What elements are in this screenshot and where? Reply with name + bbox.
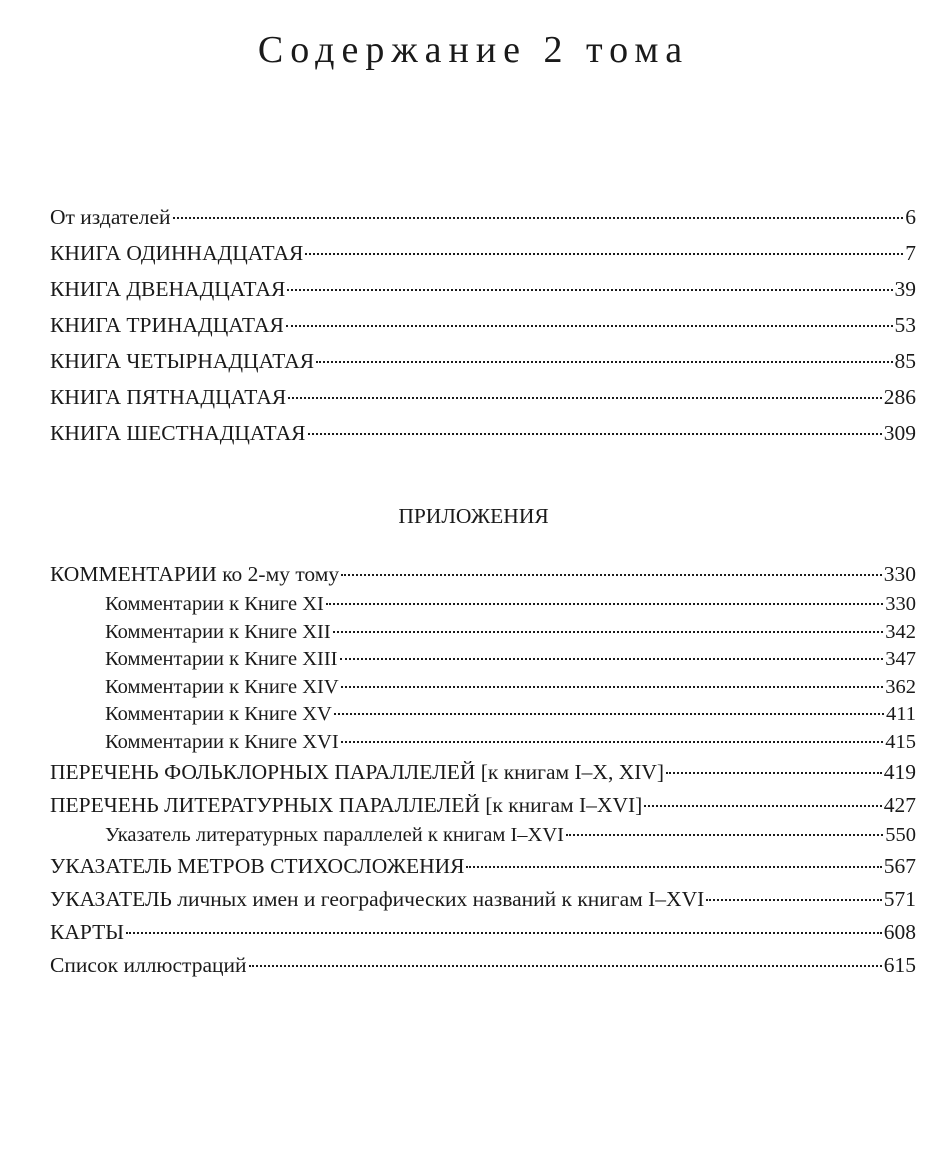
toc-entry-page: 411	[886, 703, 916, 725]
appendix-heading: ПРИЛОЖЕНИЯ	[398, 504, 549, 528]
dot-leader	[173, 217, 904, 219]
toc-entry[interactable]	[50, 949, 916, 982]
dot-leader	[326, 603, 883, 605]
toc-subentry[interactable]	[50, 729, 916, 757]
toc-entry-label: КНИГА ШЕСТНАДЦАТАЯ	[50, 421, 306, 445]
toc-subentry[interactable]	[50, 619, 916, 647]
toc-entry[interactable]	[50, 307, 916, 343]
dot-leader	[334, 713, 884, 715]
toc-entry-label: Комментарии к Книге XVI	[105, 730, 339, 753]
dot-leader	[316, 361, 892, 363]
toc-entry[interactable]	[50, 916, 916, 949]
toc-entry[interactable]	[50, 235, 916, 271]
toc-entry-label: КНИГА ОДИННАДЦАТАЯ	[50, 241, 304, 265]
toc-entry-label: КОММЕНТАРИИ ко 2-му тому	[50, 562, 340, 586]
toc-entry-label: КАРТЫ	[50, 919, 124, 944]
toc-entry-page: 7	[905, 241, 916, 265]
page-title: Содержание 2 тома	[257, 29, 690, 71]
toc-subentry[interactable]	[50, 591, 916, 619]
toc-entry[interactable]	[50, 756, 916, 789]
toc-entry-page: 347	[885, 648, 916, 670]
toc-main-list	[50, 199, 916, 451]
toc-entry-page: 427	[883, 793, 916, 817]
toc-entry-page: 309	[883, 421, 916, 445]
toc-entry-label: КНИГА ПЯТНАДЦАТАЯ	[50, 385, 287, 409]
toc-subentry[interactable]	[50, 674, 916, 702]
dot-leader	[286, 325, 893, 327]
toc-entry-page: 419	[883, 760, 916, 784]
toc-entry-label: Комментарии к Книге XV	[105, 703, 332, 725]
dot-leader	[249, 965, 882, 967]
dot-leader	[466, 866, 881, 868]
toc-entry-page: 362	[885, 675, 916, 698]
toc-subentry[interactable]	[50, 822, 916, 850]
toc-entry[interactable]	[50, 199, 916, 235]
dot-leader	[340, 658, 884, 660]
toc-entry-label: ПЕРЕЧЕНЬ ФОЛЬКЛОРНЫХ ПАРАЛЛЕЛЕЙ [к книгам I–X, XIV]	[50, 760, 665, 784]
toc-entry[interactable]	[50, 271, 916, 307]
toc-entry-page: 330	[885, 593, 916, 615]
dot-leader	[666, 772, 882, 774]
toc-subentry[interactable]	[50, 646, 916, 674]
toc-entry-page: 615	[883, 952, 916, 977]
toc-entry-label: Комментарии к Книге XIV	[105, 675, 339, 698]
dot-leader	[333, 631, 884, 633]
toc-entry-label: КНИГА ДВЕНАДЦАТАЯ	[50, 277, 286, 301]
dot-leader	[308, 433, 882, 435]
toc-entry-label: Комментарии к Книге XIII	[105, 648, 338, 670]
toc-entry-page: 286	[883, 385, 916, 409]
toc-entry-label: Список иллюстраций	[50, 952, 247, 977]
toc-entry-page: 550	[885, 824, 916, 846]
toc-entry-label: От издателей	[50, 205, 171, 229]
dot-leader	[341, 574, 882, 576]
toc-entry[interactable]	[50, 558, 916, 591]
toc-entry[interactable]	[50, 415, 916, 451]
toc-entry-page: 415	[885, 730, 916, 753]
dot-leader	[126, 932, 882, 934]
toc-entry-label: Комментарии к Книге XII	[105, 620, 331, 643]
toc-entry-label: Комментарии к Книге XI	[105, 593, 324, 615]
toc-entry-label: Указатель литературных параллелей к книгам I–XVI	[105, 824, 564, 846]
toc-appendix-list	[50, 558, 916, 982]
toc-entry-page: 571	[883, 886, 916, 911]
toc-entry-label: КНИГА ЧЕТЫРНАДЦАТАЯ	[50, 349, 315, 373]
toc-entry[interactable]	[50, 789, 916, 822]
toc-entry-page: 567	[883, 853, 916, 878]
toc-entry-label: КНИГА ТРИНАДЦАТАЯ	[50, 313, 284, 337]
toc-entry-page: 6	[905, 205, 916, 229]
toc-entry-label: ПЕРЕЧЕНЬ ЛИТЕРАТУРНЫХ ПАРАЛЛЕЛЕЙ [к книгам I–XVI]	[50, 793, 643, 817]
toc-entry-label: УКАЗАТЕЛЬ личных имен и географических названий к книгам I–XVI	[50, 886, 705, 911]
dot-leader	[341, 686, 884, 688]
toc-entry-page: 85	[894, 349, 916, 373]
toc-subentry[interactable]	[50, 701, 916, 729]
toc-entry[interactable]	[50, 883, 916, 916]
toc-entry[interactable]	[50, 379, 916, 415]
toc-entry-page: 342	[885, 620, 916, 643]
toc-entry-page: 330	[883, 562, 916, 586]
dot-leader	[566, 834, 883, 836]
toc-entry-page: 39	[894, 277, 916, 301]
dot-leader	[341, 741, 884, 743]
toc-entry-page: 608	[883, 919, 916, 944]
toc-entry[interactable]	[50, 343, 916, 379]
dot-leader	[288, 397, 882, 399]
toc-entry[interactable]	[50, 850, 916, 883]
dot-leader	[287, 289, 892, 291]
dot-leader	[706, 899, 881, 901]
toc-entry-label: УКАЗАТЕЛЬ МЕТРОВ СТИХОСЛОЖЕНИЯ	[50, 853, 465, 878]
dot-leader	[305, 253, 903, 255]
dot-leader	[644, 805, 881, 807]
toc-entry-page: 53	[894, 313, 916, 337]
